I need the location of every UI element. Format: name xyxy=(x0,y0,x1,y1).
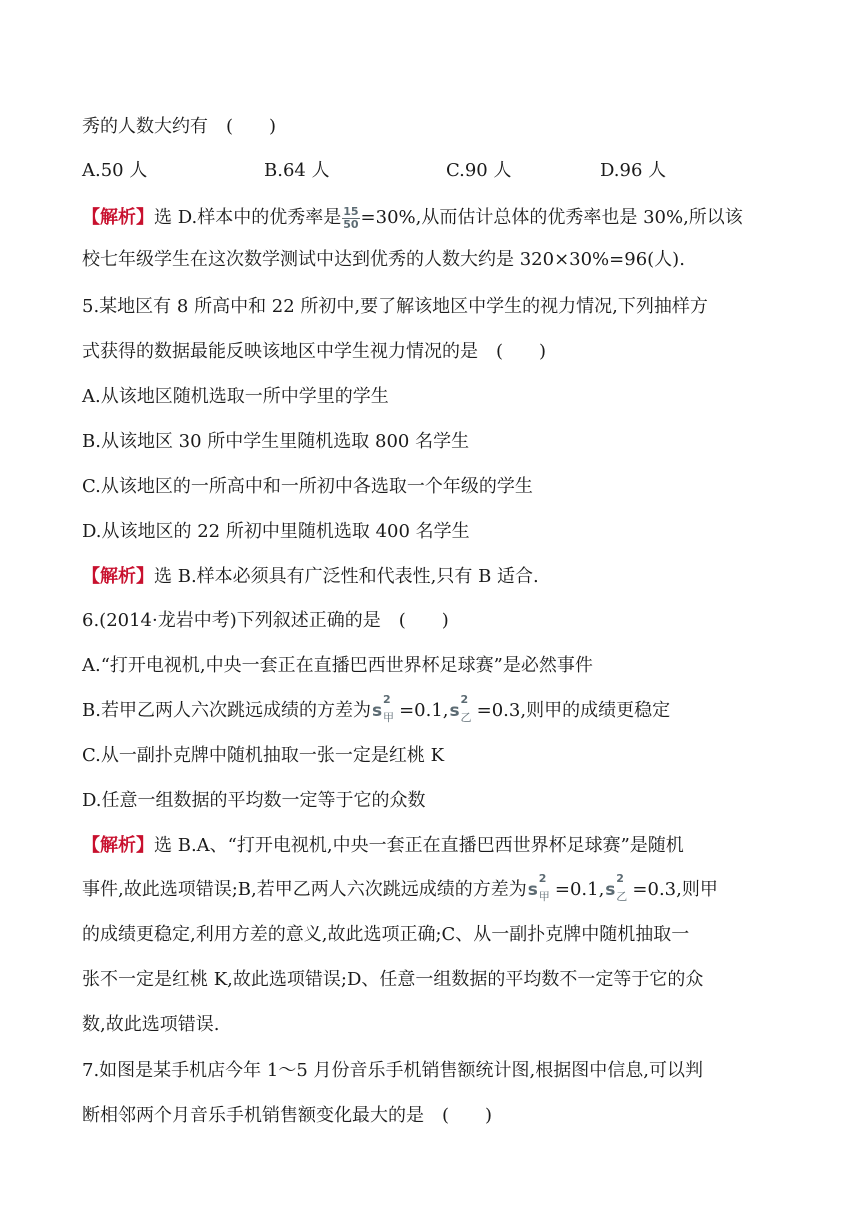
q4-option-b: B.64 人 xyxy=(264,160,330,181)
q6-analysis-line3: 的成绩更稳定,利用方差的意义,故此选项正确;C、从一副扑克牌中随机抽取一 xyxy=(82,924,690,945)
q7-stem-line1: 7.如图是某手机店今年 1～5 月份音乐手机销售额统计图,根据图中信息,可以判 xyxy=(82,1060,703,1081)
q4-stem-tail: 秀的人数大约有 ( ) xyxy=(82,116,277,137)
analysis-tag: 【解析】 xyxy=(82,207,154,229)
variance-yi: s 2 乙 xyxy=(605,872,628,903)
q4-analysis-line1 xyxy=(82,206,743,230)
q5-analysis-text: 选 B.样本必须具有广泛性和代表性,只有 B 适合. xyxy=(154,566,539,587)
q6-analysis-line5: 数,故此选项错误. xyxy=(82,1014,220,1035)
q5-stem-line1: 5.某地区有 8 所高中和 22 所初中,要了解该地区中学生的视力情况,下列抽样方 xyxy=(82,296,708,317)
variance-jia: s 2 甲 xyxy=(371,693,394,724)
q4-analysis-post: =30%,从而估计总体的优秀率也是 30%,所以该 xyxy=(360,207,743,229)
q4-option-a: A.50 人 xyxy=(82,160,148,181)
fraction-15-50: $\frac{15}{50}$ xyxy=(343,205,359,231)
q5-option-a: A.从该地区随机选取一所中学里的学生 xyxy=(82,386,389,407)
q5-analysis xyxy=(82,568,539,586)
q4-analysis-line2: 校七年级学生在这次数学测试中达到优秀的人数大约是 320×30%=96(人). xyxy=(82,249,685,270)
q6-analysis-line4: 张不一定是红桃 K,故此选项错误;D、任意一组数据的平均数不一定等于它的众 xyxy=(82,969,704,990)
q5-option-d: D.从该地区的 22 所初中里随机选取 400 名学生 xyxy=(82,521,470,542)
q4-option-d: D.96 人 xyxy=(600,160,667,181)
q6-stem: 6.(2014·龙岩中考)下列叙述正确的是 ( ) xyxy=(82,610,449,631)
variance-yi: s 2 乙 xyxy=(449,693,472,724)
q4-options xyxy=(82,162,702,180)
analysis-tag: 【解析】 xyxy=(82,566,154,587)
q5-option-b: B.从该地区 30 所中学生里随机选取 800 名学生 xyxy=(82,431,470,452)
q5-stem-line2: 式获得的数据最能反映该地区中学生视力情况的是 ( ) xyxy=(82,341,547,362)
analysis-tag: 【解析】 xyxy=(82,835,154,856)
q4-option-c: C.90 人 xyxy=(446,160,512,181)
q6-option-b: B.若甲乙两人六次跳远成绩的方差为s 2 甲 =0.1,s 2 乙 =0.3,则甲的成绩更稳定 xyxy=(82,693,671,724)
q6-option-a: A.“打开电视机,中央一套正在直播巴西世界杯足球赛”是必然事件 xyxy=(82,655,593,676)
q7-stem-line2: 断相邻两个月音乐手机销售额变化最大的是 ( ) xyxy=(82,1105,493,1126)
q6-option-d: D.任意一组数据的平均数一定等于它的众数 xyxy=(82,790,426,811)
q6-analysis-line2: 事件,故此选项错误;B,若甲乙两人六次跳远成绩的方差为s 2 甲 =0.1,s 2 乙 =0.3,则甲 xyxy=(82,872,718,903)
q6-option-c: C.从一副扑克牌中随机抽取一张一定是红桃 K xyxy=(82,745,445,766)
q6-analysis-line1: 【解析】选 B.A、“打开电视机,中央一套正在直播巴西世界杯足球赛”是随机 xyxy=(82,835,684,856)
variance-jia: s 2 甲 xyxy=(527,872,550,903)
q5-option-c: C.从该地区的一所高中和一所初中各选取一个年级的学生 xyxy=(82,476,533,497)
q4-analysis-pre: 选 D.样本中的优秀率是 xyxy=(154,207,342,229)
